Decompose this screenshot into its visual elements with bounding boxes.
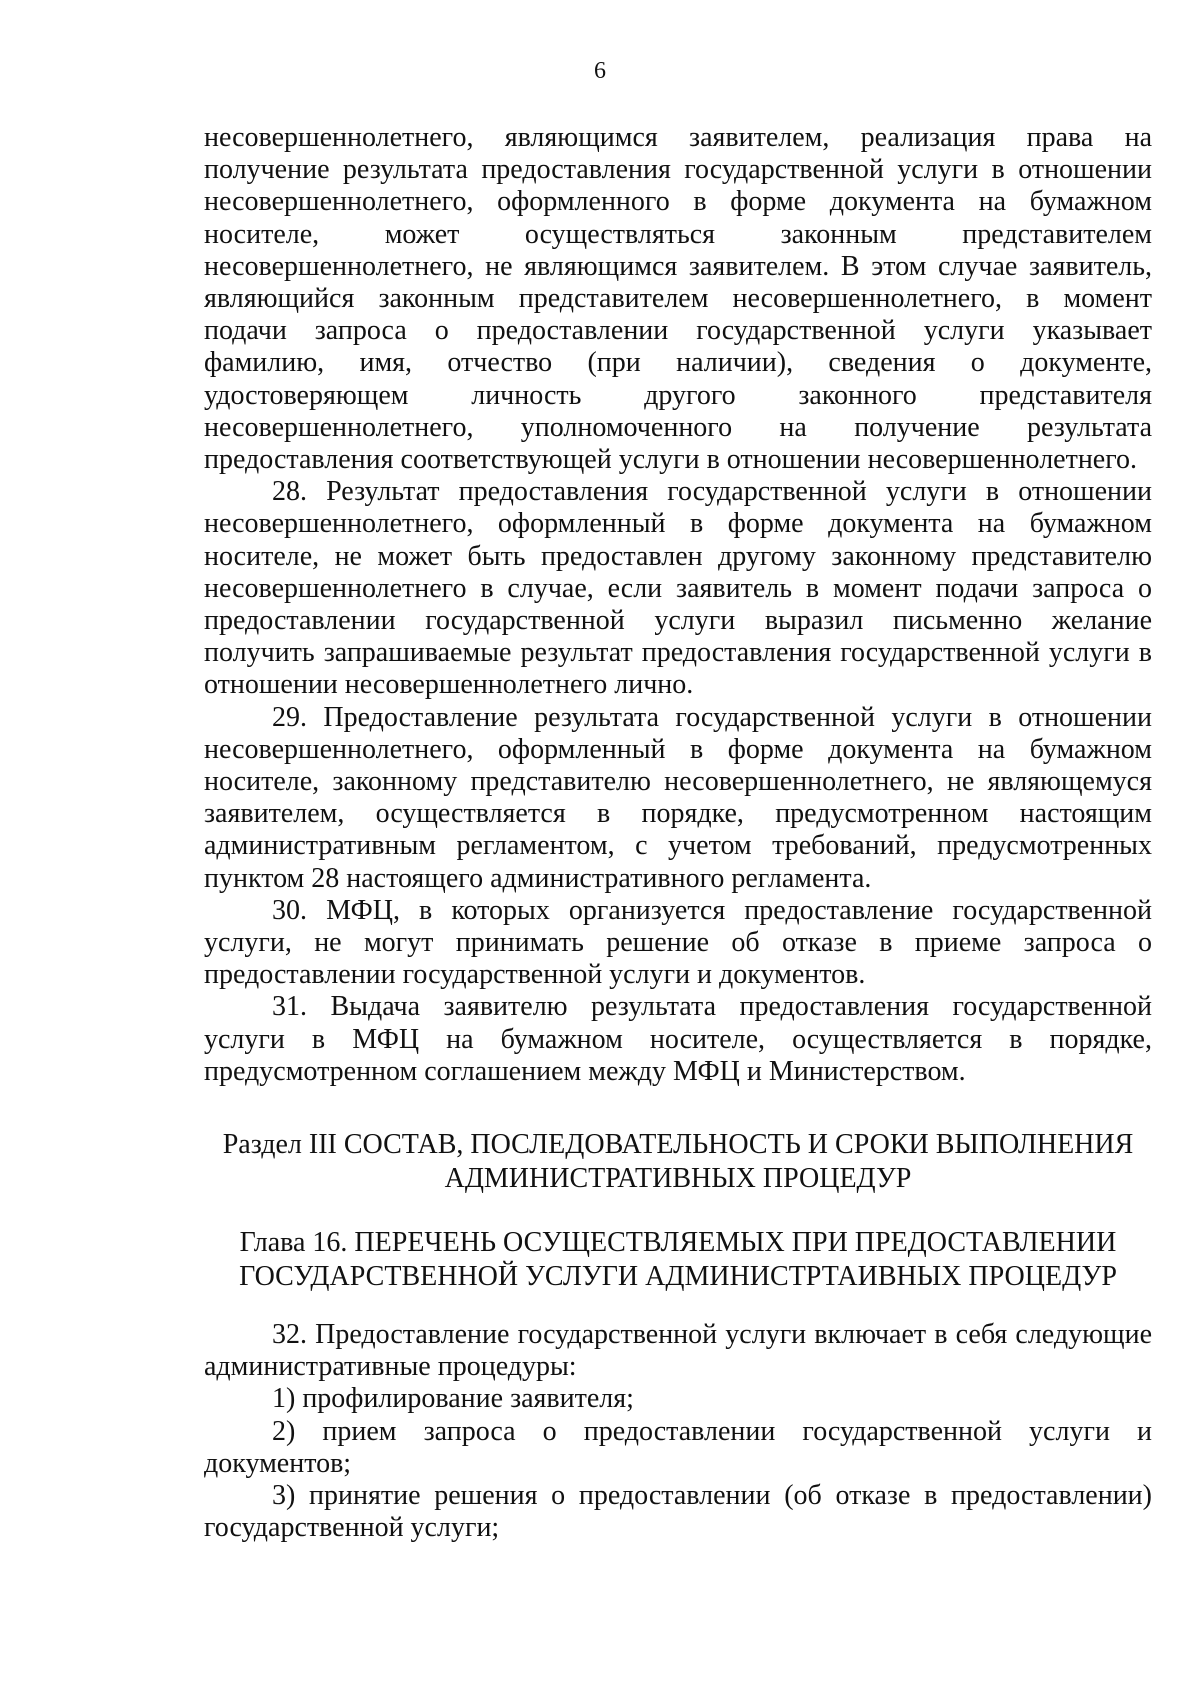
paragraph-28: 28. Результат предоставления государственной услуги в отношении несовершеннолетнего, оформленный в форме документа на бумажном носителе, не может быть предоставлен другому законному представителю несовершеннолетнего в случае, если заявитель в момент подачи запроса о предоставлении государственной услуги выразил письменно желание получить запрашиваемые результат предоставления государственной услуги в отношении несовершеннолетнего лично.	[204, 476, 1152, 701]
section-heading-line-1: Раздел III СОСТАВ, ПОСЛЕДОВАТЕЛЬНОСТЬ И СРОКИ ВЫПОЛНЕНИЯ	[222, 1129, 1134, 1160]
chapter-heading	[204, 1226, 1152, 1294]
procedure-item-2: 2) прием запроса о предоставлении государственной услуги и документов;	[204, 1415, 1152, 1479]
procedure-item-3: 3) принятие решения о предоставлении (об отказе в предоставлении) государственной услуги;	[204, 1480, 1152, 1544]
paragraph-31: 31. Выдача заявителю результата предоставления государственной услуги в МФЦ на бумажном носителе, осуществляется в порядке, предусмотренном соглашением между МФЦ и Министерством.	[204, 991, 1152, 1087]
paragraph-29: 29. Предоставление результата государственной услуги в отношении несовершеннолетнего, оформленный в форме документа на бумажном носителе, законному представителю несовершеннолетнего, не являющемуся заявителем, осуществляется в порядке, предусмотренном настоящим административным регламентом, с учетом требований, предусмотренных пунктом 28 настоящего административного регламента.	[204, 701, 1152, 894]
paragraph-30: 30. МФЦ, в которых организуется предоставление государственной услуги, не могут принимать решение об отказе в приеме запроса о предоставлении государственной услуги и документов.	[204, 894, 1152, 991]
main-text-block	[204, 122, 1152, 1088]
section-heading-line-2: АДМИНИСТРАТИВНЫХ ПРОЦЕДУР	[444, 1163, 912, 1194]
procedure-item-1: 1) профилирование заявителя;	[272, 1383, 634, 1415]
chapter-heading-line-1: Глава 16. ПЕРЕЧЕНЬ ОСУЩЕСТВЛЯЕМЫХ ПРИ ПРЕДОСТАВЛЕНИИ	[239, 1227, 1117, 1258]
section-heading	[204, 1128, 1152, 1196]
paragraph-32: 32. Предоставление государственной услуги включает в себя следующие административные процедуры:	[204, 1319, 1152, 1383]
page-number: 6	[594, 58, 606, 84]
chapter-heading-line-2: ГОСУДАРСТВЕННОЙ УСЛУГИ АДМИНИСТРТАИВНЫХ ПРОЦЕДУР	[239, 1261, 1117, 1292]
procedures-text-block	[204, 1319, 1152, 1544]
paragraph-continuation: несовершеннолетнего, являющимся заявителем, реализация права на получение результата предоставления государственной услуги в отношении несовершеннолетнего, оформленного в форме документа на бумажном носителе, может осуществляться законным представителем несовершеннолетнего, не являющимся заявителем. В этом случае заявитель, являющийся законным представителем несовершеннолетнего, в момент подачи запроса о предоставлении государственной услуги указывает фамилию, имя, отчество (при наличии), сведения о документе, удостоверяющем личность другого законного представителя несовершеннолетнего, уполномоченного на получение результата предоставления соответствующей услуги в отношении несовершеннолетнего.	[204, 122, 1152, 476]
